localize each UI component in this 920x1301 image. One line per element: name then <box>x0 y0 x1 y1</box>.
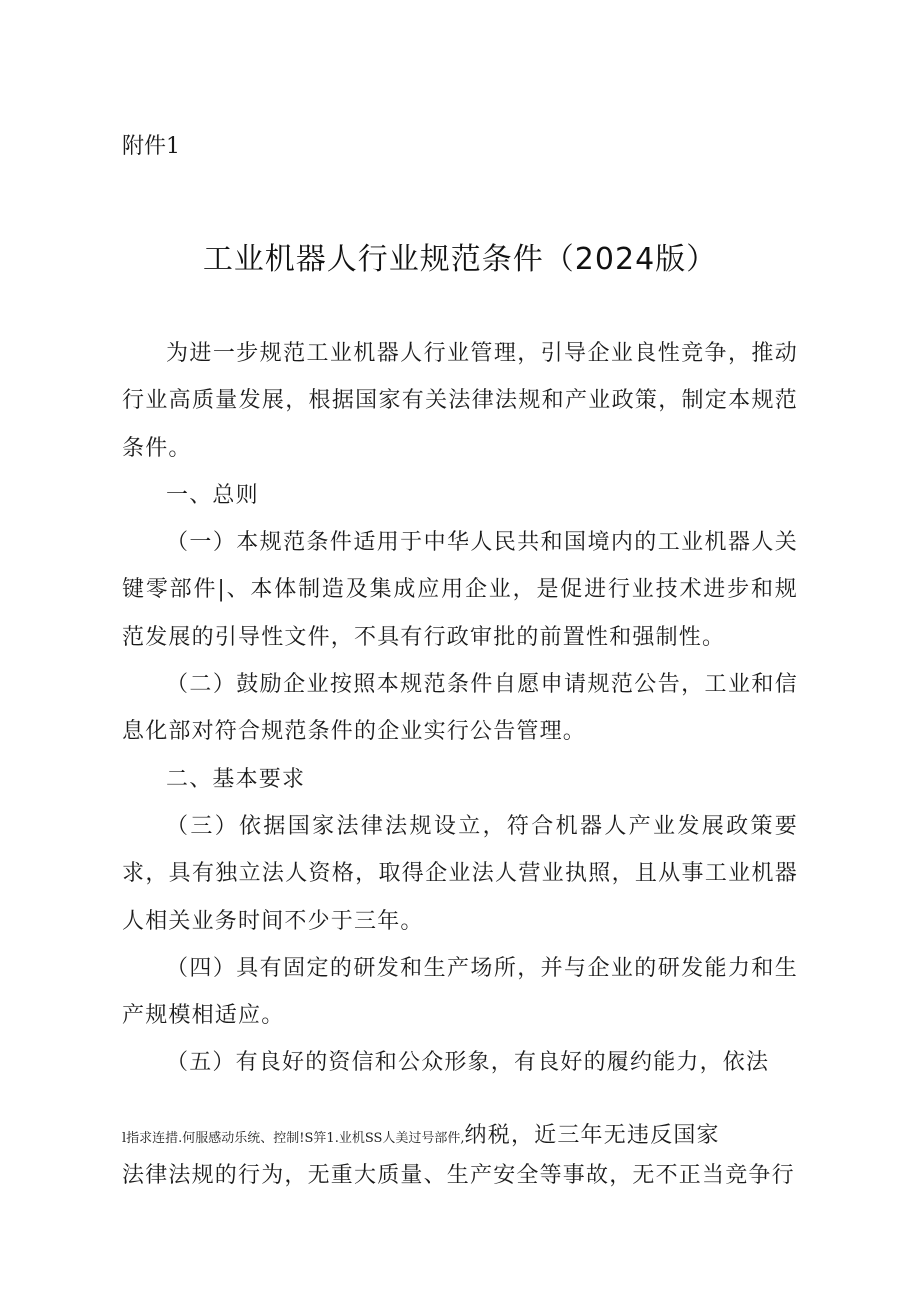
continuation-text-1: 纳税，近三年无违反国家 <box>464 1123 720 1148</box>
section-heading-basic-requirements: 二、基本要求 <box>166 766 306 792</box>
clause-4: （四）具有固定的研发和生产场所，并与企业的研发能力和生产规模相适应。 <box>122 955 798 1029</box>
clause-5: （五）有良好的资信和公众形象，有良好的履约能力，依法 <box>166 1050 770 1076</box>
attachment-label: 附件1 <box>122 134 180 159</box>
continuation-text-2: 法律法规的行为，无重大质量、生产安全等事故，无不正当竞争行 <box>122 1163 795 1188</box>
document-body <box>122 330 798 1087</box>
clause-3: （三）依据国家法律法规设立，符合机器人产业发展政策要求，具有独立法人资格，取得企业法人营业执照，且从事工业机器人相关业务时间不少于三年。 <box>122 813 798 934</box>
section-heading-general: 一、总则 <box>166 482 259 508</box>
footer-line-1 <box>122 1118 798 1154</box>
intro-paragraph: 为进一步规范工业机器人行业管理，引导企业良性竞争，推动行业高质量发展，根据国家有关法律法规和产业政策，制定本规范条件。 <box>122 341 798 461</box>
footnote: l指求连措.何服感动乐统、控制!S笄1.业机SS人美过号部件, <box>122 1131 465 1146</box>
clause-2: （二）鼓励企业按照本规范条件自愿申请规范公告，工业和信息化部对符合规范条件的企业实行公告管理。 <box>122 672 798 745</box>
clause-1: （一）本规范条件适用于中华人民共和国境内的工业机器人关键零部件|、本体制造及集成应用企业，是促进行业技术进步和规范发展的引导性文件，不具有行政审批的前置性和强制性。 <box>122 530 798 650</box>
page-footer <box>122 1118 798 1198</box>
document-title: 工业机器人行业规范条件（2024版） <box>202 242 718 277</box>
